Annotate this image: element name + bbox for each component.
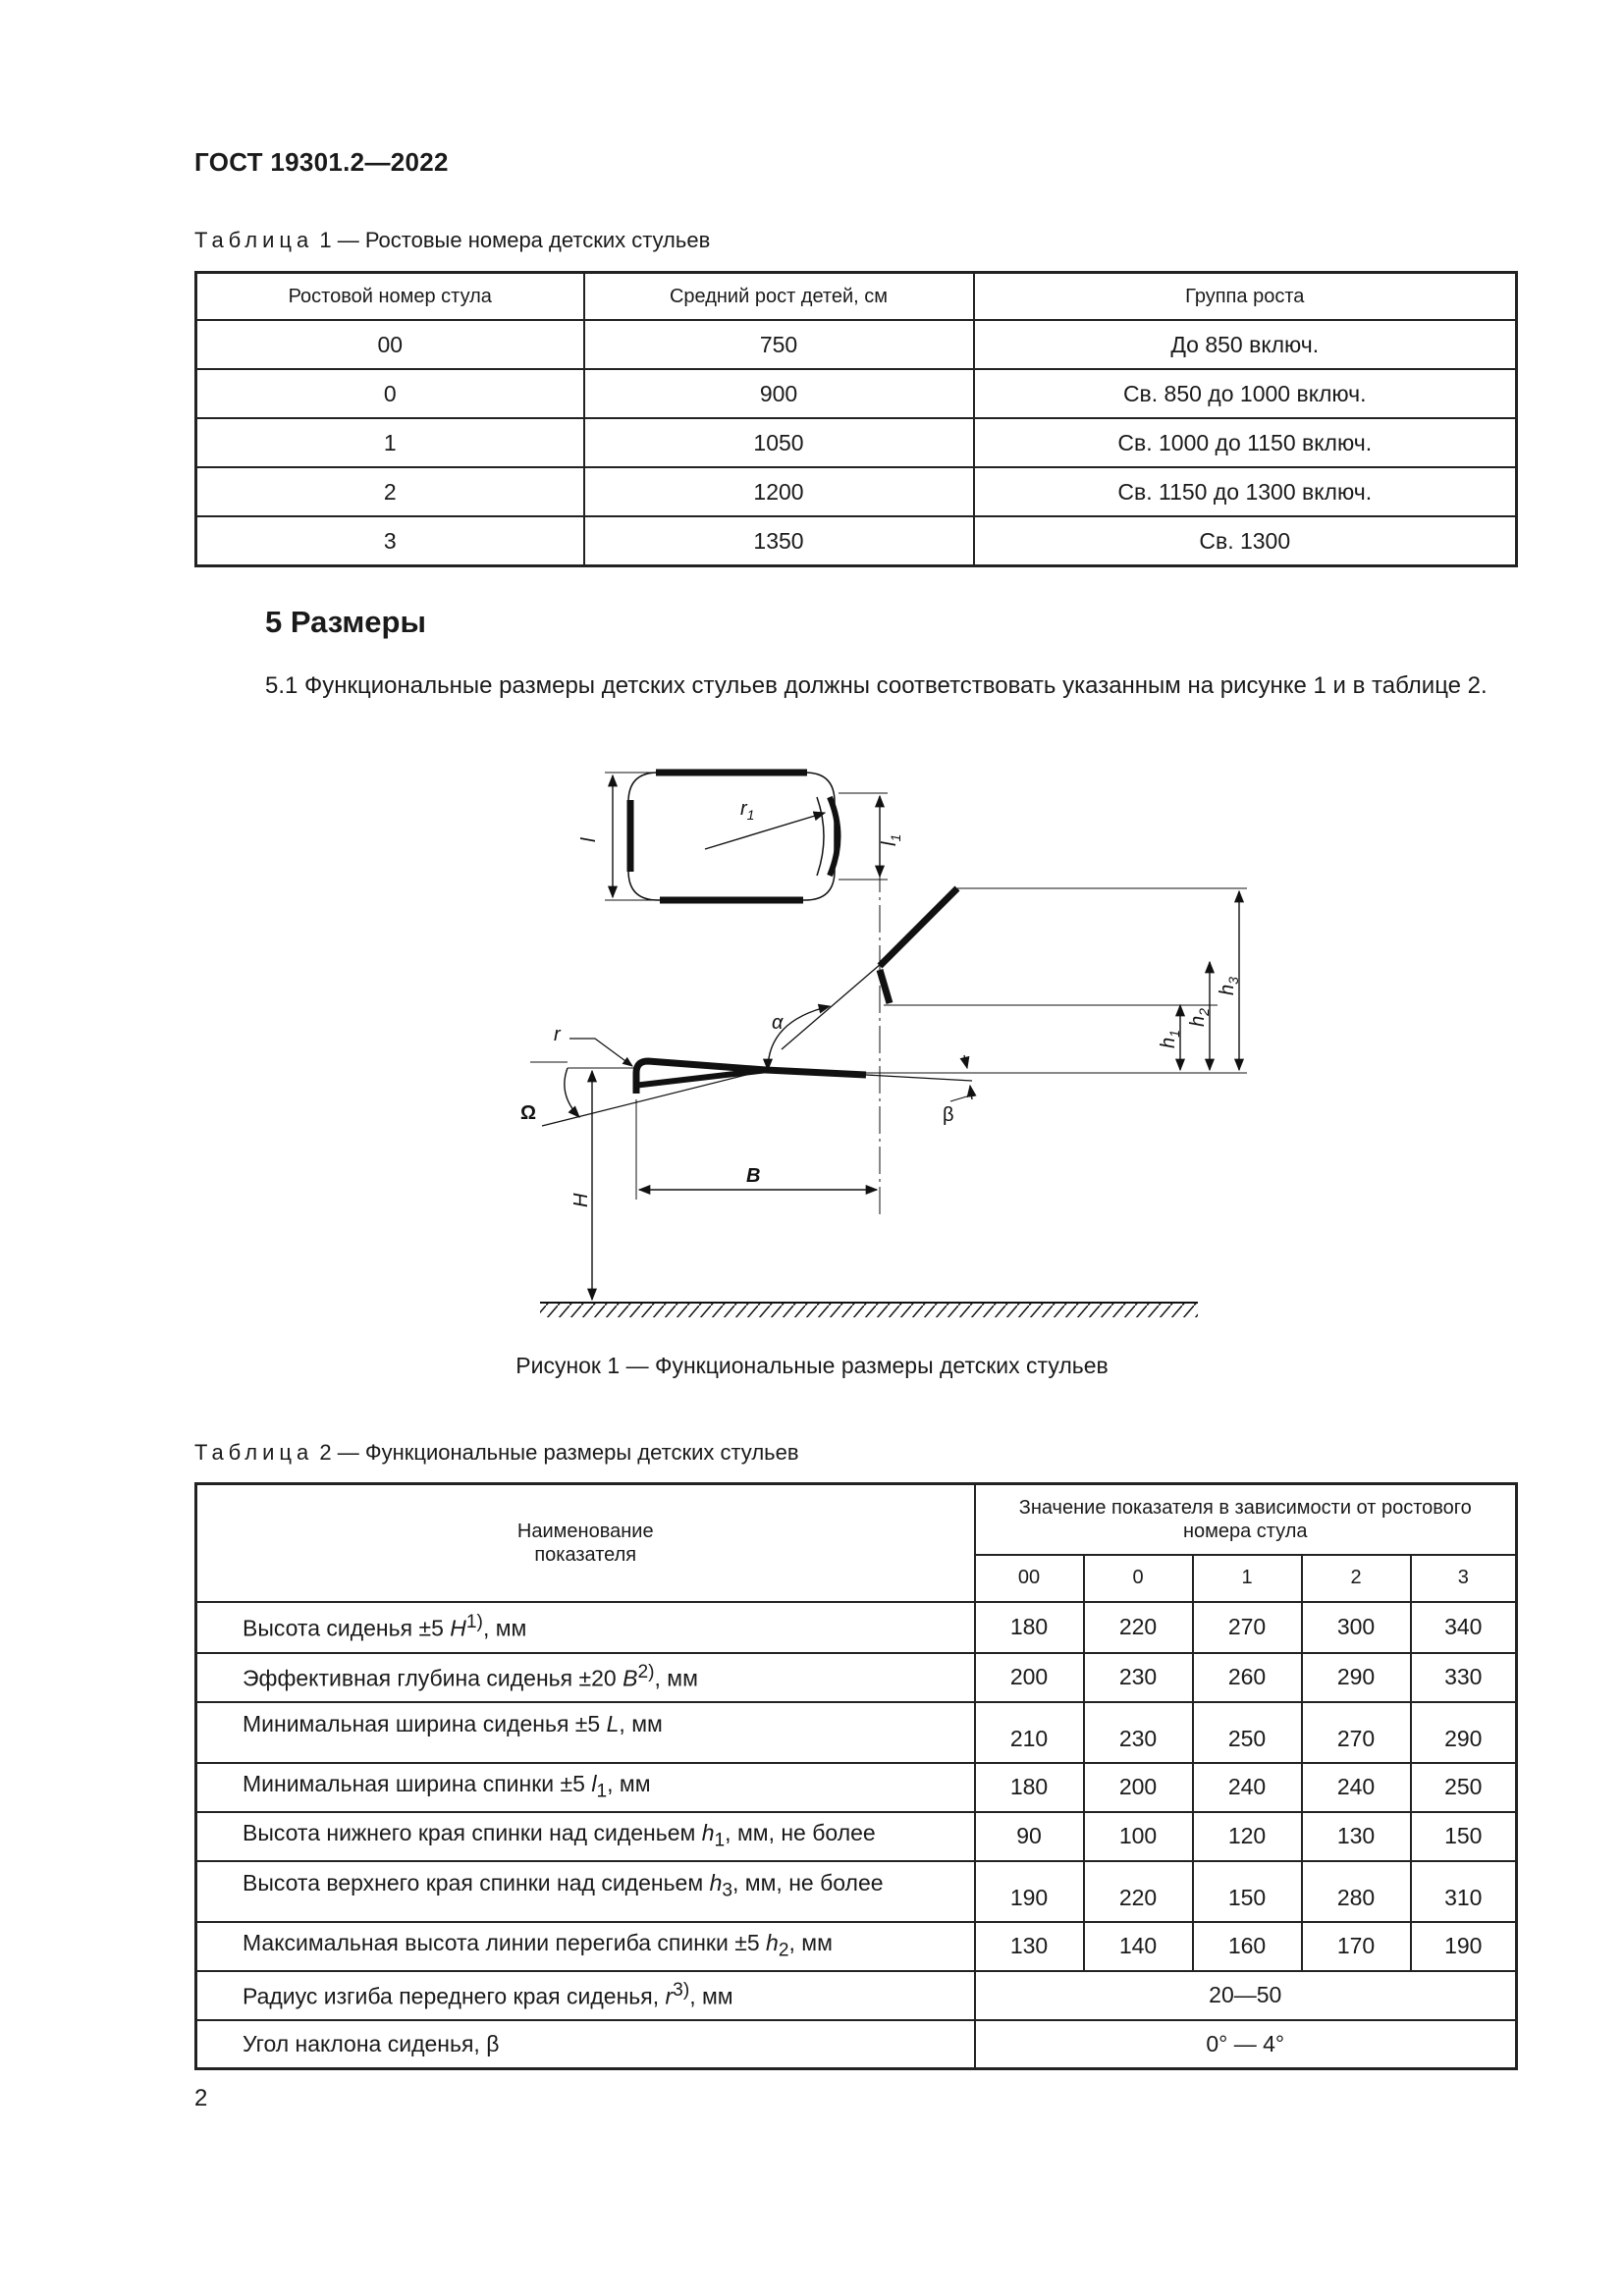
table-cell: 210 <box>975 1702 1084 1763</box>
table-cell: 290 <box>1302 1653 1411 1702</box>
label-l1-sym: l <box>879 841 900 846</box>
size-header: 2 <box>1302 1555 1411 1602</box>
label-symbol: h <box>709 1869 723 1896</box>
label-l: l <box>578 837 600 842</box>
row-label <box>196 1812 975 1861</box>
table-cell: 290 <box>1411 1702 1517 1763</box>
label-B: B <box>746 1165 761 1187</box>
label-H: H <box>570 1193 592 1207</box>
table-cell-merged: 0° — 4° <box>975 2020 1517 2069</box>
table2-value-header: Значение показателя в зависимости от ростового номера стула <box>975 1484 1517 1555</box>
label-symbol: B <box>623 1665 638 1691</box>
label-h1-sym: h <box>1158 1037 1179 1048</box>
table-cell: 180 <box>975 1602 1084 1653</box>
label-tail: , мм <box>482 1615 527 1641</box>
figure1-caption: Рисунок 1 — Функциональные размеры детских стульев <box>515 1353 1109 1378</box>
label-symbol: L <box>606 1710 620 1736</box>
table-cell: 200 <box>975 1653 1084 1702</box>
table-cell: 130 <box>1302 1812 1411 1861</box>
table-cell: 240 <box>1193 1763 1302 1812</box>
table-cell-merged: 20—50 <box>975 1971 1517 2020</box>
label-omega: Ω <box>520 1102 537 1124</box>
label-sup: 2) <box>637 1662 655 1683</box>
table-row <box>196 467 1517 516</box>
label-h2-sym: h <box>1187 1015 1209 1027</box>
label-sub: 3 <box>722 1880 733 1901</box>
table-cell: 90 <box>975 1812 1084 1861</box>
table-row <box>196 1971 1517 2020</box>
table1-header-row <box>196 273 1517 321</box>
table-cell: 100 <box>1084 1812 1193 1861</box>
label-tail: , мм <box>689 1983 733 2009</box>
label-sub: 2 <box>778 1940 789 1961</box>
table-row <box>196 1861 1517 1922</box>
label-text: Радиус изгиба переднего края сиденья, <box>243 1983 666 2009</box>
table-cell: 230 <box>1084 1653 1193 1702</box>
section-paragraph: 5.1 Функциональные размеры детских стульев должны соответствовать указанным на рисунке 1 и в таблице 2. <box>265 672 1488 699</box>
table-cell: 1350 <box>584 516 974 566</box>
label-text: Эффективная глубина сиденья ±20 <box>243 1665 623 1691</box>
table-cell: 900 <box>584 369 974 418</box>
label-tail: , мм, не более <box>725 1820 876 1846</box>
label-tail: , мм <box>788 1930 833 1956</box>
page-number: 2 <box>194 2085 208 2111</box>
label-symbol: H <box>450 1615 466 1641</box>
label-alpha: α <box>772 1012 784 1034</box>
table-cell: 120 <box>1193 1812 1302 1861</box>
label-r1 <box>740 798 754 823</box>
table-cell: 170 <box>1302 1922 1411 1971</box>
table-cell: Св. 1000 до 1150 включ. <box>974 418 1517 467</box>
label-h3 <box>1217 977 1241 995</box>
table-cell: 270 <box>1302 1702 1411 1763</box>
row-label <box>196 1602 975 1653</box>
label-text: Высота нижнего края спинки над сиденьем <box>243 1820 702 1846</box>
table-cell: 280 <box>1302 1861 1411 1922</box>
label-text: Минимальная ширина спинки ±5 <box>243 1771 592 1797</box>
table-cell: 140 <box>1084 1922 1193 1971</box>
table-cell: Св. 1150 до 1300 включ. <box>974 467 1517 516</box>
table-row <box>196 1702 1517 1763</box>
table2-caption-word: Таблица <box>194 1440 314 1465</box>
table-cell: 330 <box>1411 1653 1517 1702</box>
label-text: Минимальная ширина сиденья ±5 <box>243 1710 607 1736</box>
table2-header-row <box>196 1484 1517 1555</box>
label-tail: , мм <box>619 1710 663 1736</box>
table-cell: 150 <box>1411 1812 1517 1861</box>
size-header: 00 <box>975 1555 1084 1602</box>
table-cell: До 850 включ. <box>974 320 1517 369</box>
table-cell: 220 <box>1084 1602 1193 1653</box>
table-cell: 1200 <box>584 467 974 516</box>
table-cell: 3 <box>196 516 584 566</box>
table-row <box>196 1602 1517 1653</box>
label-symbol: h <box>701 1820 715 1846</box>
table2-name-header <box>196 1484 975 1602</box>
label-h1 <box>1158 1030 1182 1048</box>
label-beta: β <box>943 1104 954 1126</box>
table-row <box>196 320 1517 369</box>
label-symbol: r <box>665 1983 674 2009</box>
table1-caption-text: 1 — Ростовые номера детских стульев <box>313 228 711 252</box>
table-cell: 200 <box>1084 1763 1193 1812</box>
table-cell: 260 <box>1193 1653 1302 1702</box>
table1-caption-word: Таблица <box>194 228 314 252</box>
label-sup: 3) <box>673 1980 690 2002</box>
section-title: 5 Размеры <box>265 605 426 639</box>
table-cell: 220 <box>1084 1861 1193 1922</box>
label-symbol: l <box>591 1771 597 1797</box>
table-row <box>196 418 1517 467</box>
label-r1-sym: r <box>740 798 747 820</box>
label-h1-sub: 1 <box>1166 1030 1182 1038</box>
row-label <box>196 1861 975 1922</box>
table1-column-header: Ростовой номер стула <box>196 273 584 321</box>
table-cell: 1 <box>196 418 584 467</box>
row-label <box>196 1702 975 1763</box>
table-cell: 250 <box>1193 1702 1302 1763</box>
row-label <box>196 1763 975 1812</box>
table-cell: 300 <box>1302 1602 1411 1653</box>
table-row <box>196 1653 1517 1702</box>
label-tail: , мм, не более <box>732 1869 884 1896</box>
table-cell: 130 <box>975 1922 1084 1971</box>
label-h3-sym: h <box>1217 984 1238 995</box>
table2-caption-text: 2 — Функциональные размеры детских стульев <box>313 1440 799 1465</box>
label-h3-sub: 3 <box>1225 977 1241 985</box>
size-header: 1 <box>1193 1555 1302 1602</box>
table-cell: 250 <box>1411 1763 1517 1812</box>
table-row <box>196 1812 1517 1861</box>
table-cell: 2 <box>196 467 584 516</box>
table1-column-header: Группа роста <box>974 273 1517 321</box>
label-sup: 1) <box>465 1612 483 1633</box>
label-text: Максимальная высота линии перегиба спинки ±5 <box>243 1930 767 1956</box>
label-tail: , мм <box>654 1665 698 1691</box>
label-sub: 1 <box>596 1781 608 1802</box>
table-row <box>196 1763 1517 1812</box>
table-cell: 180 <box>975 1763 1084 1812</box>
table-cell: 240 <box>1302 1763 1411 1812</box>
row-label <box>196 1922 975 1971</box>
label-symbol: h <box>766 1930 779 1956</box>
label-text: Высота сиденья ±5 <box>243 1615 451 1641</box>
table-cell: 230 <box>1084 1702 1193 1763</box>
label-h2-sub: 2 <box>1196 1008 1212 1016</box>
figure1-diagram <box>511 756 1241 1335</box>
label-text: Высота верхнего края спинки над сиденьем <box>243 1869 710 1896</box>
table-cell: 150 <box>1193 1861 1302 1922</box>
table-cell: 340 <box>1411 1602 1517 1653</box>
label-r: r <box>554 1024 561 1045</box>
name-header-text: Наименование показателя <box>516 1520 654 1566</box>
table1 <box>194 271 1518 567</box>
label-l1 <box>879 834 903 846</box>
table-cell: 0 <box>196 369 584 418</box>
table-cell: Св. 1300 <box>974 516 1517 566</box>
table2-caption <box>194 1440 799 1466</box>
table-cell: 1050 <box>584 418 974 467</box>
table2 <box>194 1482 1518 2070</box>
row-label <box>196 1653 975 1702</box>
row-label: Угол наклона сиденья, β <box>196 2020 975 2069</box>
table1-column-header: Средний рост детей, см <box>584 273 974 321</box>
table-cell: 310 <box>1411 1861 1517 1922</box>
table-cell: 750 <box>584 320 974 369</box>
table-cell: 190 <box>975 1861 1084 1922</box>
table-row <box>196 369 1517 418</box>
table-cell: 00 <box>196 320 584 369</box>
label-tail: , мм <box>607 1771 651 1797</box>
label-h2 <box>1187 1008 1212 1027</box>
label-r1-sub: 1 <box>746 807 755 823</box>
table-row <box>196 1922 1517 1971</box>
table-cell: 190 <box>1411 1922 1517 1971</box>
table1-caption <box>194 228 710 253</box>
table-row <box>196 2020 1517 2069</box>
label-l1-sub: 1 <box>888 833 903 842</box>
table-cell: 160 <box>1193 1922 1302 1971</box>
document-header: ГОСТ 19301.2—2022 <box>194 147 449 177</box>
table-cell: 270 <box>1193 1602 1302 1653</box>
table-cell: Св. 850 до 1000 включ. <box>974 369 1517 418</box>
size-header: 3 <box>1411 1555 1517 1602</box>
table-row <box>196 516 1517 566</box>
size-header: 0 <box>1084 1555 1193 1602</box>
row-label <box>196 1971 975 2020</box>
label-sub: 1 <box>714 1830 726 1851</box>
